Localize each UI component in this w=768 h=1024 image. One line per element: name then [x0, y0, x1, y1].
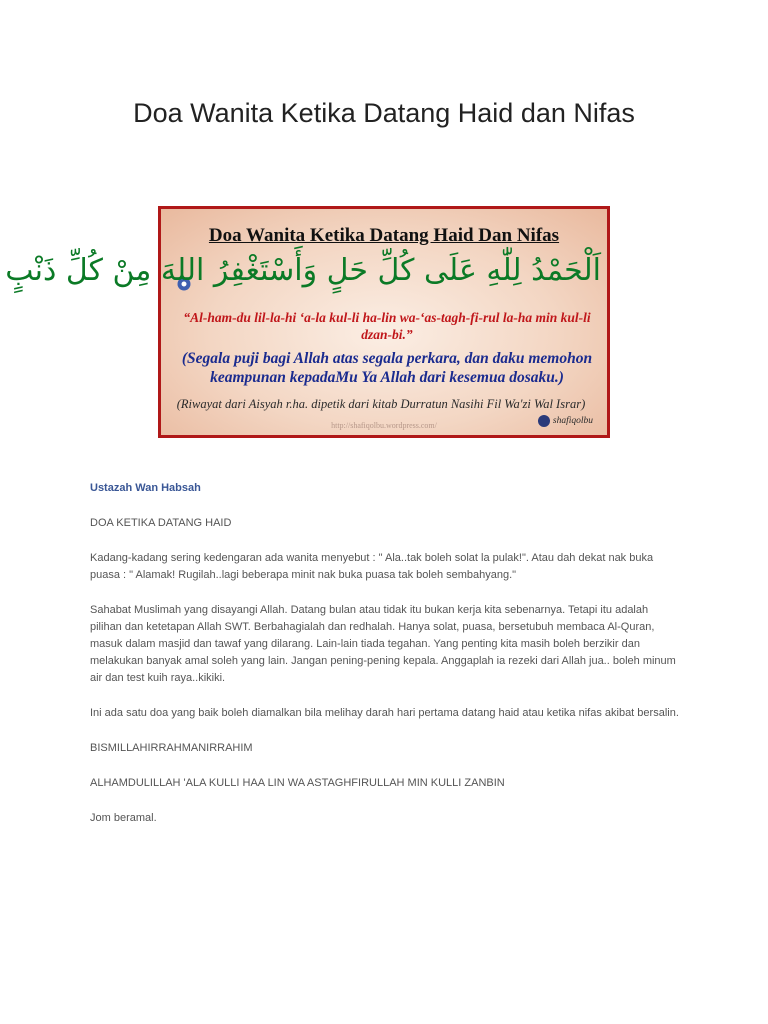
doa-banner-image [5, 206, 610, 438]
article-body [90, 480, 680, 827]
paragraph: Sahabat Muslimah yang disayangi Allah. Datang bulan atau tidak itu bukan kerja kita sebenarnya. Tetapi itu adalah pilihan dan ketetapan Allah SWT. Berbahagialah dan redhalah. Hanya solat, puasa, bersetubuh membaca Al-Quran, masuk dalam masjid dan tawaf yang dilarang. Lain-lain tiada tegahan. Yang penting kita masih boleh berzikir dan melakukan banyak amal soleh yang lain. Jangan pening-pening kepala. Anggaplah ia rezeki dari Allah jua.. boleh minum air dan test kuih raya..kikiki. [90, 604, 676, 684]
paragraph: Ini ada satu doa yang baik boleh diamalkan bila melihay darah hari pertama datang haid atau ketika nifas akibat bersalin. [90, 707, 679, 719]
logo-text: shafiqolbu [552, 416, 593, 426]
bismillah-line: BISMILLAHIRRAHMANIRRAHIM [90, 742, 253, 754]
shafiqolbu-logo [538, 415, 593, 427]
author-name: Ustazah Wan Habsah [90, 482, 201, 494]
doa-transliteration-line: ALHAMDULILLAH 'ALA KULLI HAA LIN WA ASTAGHFIRULLAH MIN KULLI ZANBIN [90, 777, 505, 789]
source-citation: (Riwayat dari Aisyah r.ha. dipetik dari kitab Durratun Nasihi Fil Wa'zi Wal Israr) [176, 397, 586, 411]
page-title: Doa Wanita Ketika Datang Haid dan Nifas [133, 98, 635, 128]
article-heading: DOA KETIKA DATANG HAID [90, 517, 232, 529]
meaning-text: (Segala puji bagi Allah atas segala perkara, dan daku memohon keampunan kepadaMu Ya Allah dari kesemua dosaku.) [181, 350, 593, 386]
closing-line: Jom beramal. [90, 812, 157, 824]
arabic-doa-text: اَلْحَمْدُ لِلّٰهِ عَلَى كُلِّ حَلٍ وَأَسْتَغْفِرُ اللهَ مِنْ كُلِّ ذَنْبٍ [5, 253, 601, 288]
banner-title: Doa Wanita Ketika Datang Haid Dan Nifas [208, 225, 560, 246]
paragraph: Kadang-kadang sering kedengaran ada wanita menyebut : " Ala..tak boleh solat la pulak!". Atau dah dekat nak buka puasa : " Alamak! Rugilah..lagi beberapa minit nak buka puasa tak boleh sembahyang." [90, 552, 654, 581]
logo-icon [538, 415, 550, 427]
transliteration-text: “Al-ham-du lil-la-hi ‘a-la kul-li ha-lin wa-‘as-tagh-fi-rul la-ha min kul-li dzan-bi.” [183, 310, 591, 342]
watermark-url: http://shafiqolbu.wordpress.com/ [331, 421, 437, 430]
